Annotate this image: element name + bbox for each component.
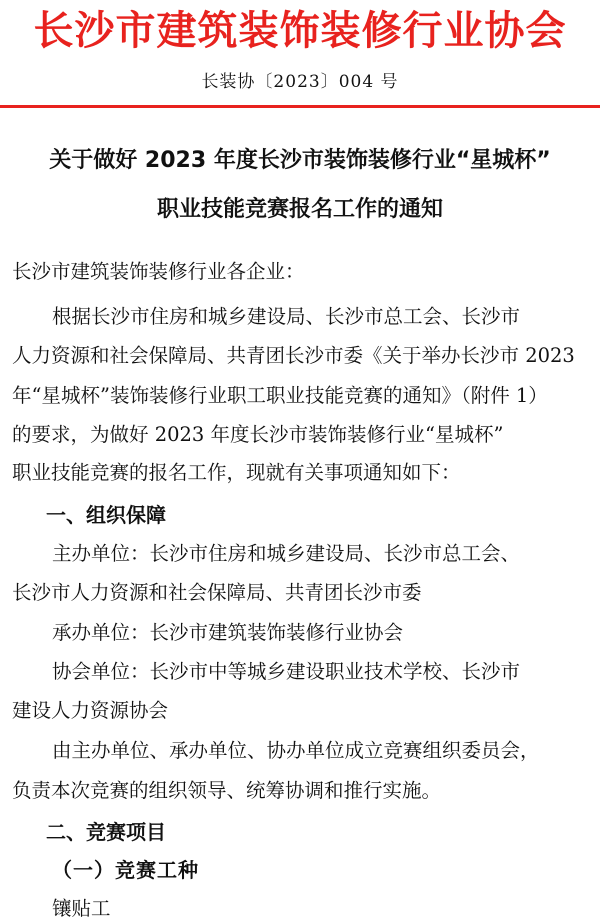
org-title: 长沙市建筑装饰装修行业协会 [33, 7, 567, 54]
intro-line: 根据长沙市住房和城乡建设局、长沙市总工会、长沙市 [52, 305, 521, 328]
notice-title-line-1: 关于做好 2023 年度长沙市装饰装修行业“星城杯” [49, 148, 551, 173]
host-units-line: 主办单位：长沙市住房和城乡建设局、长沙市总工会、 [52, 542, 521, 565]
intro-line: 职业技能竞赛的报名工作，现就有关事项通知如下： [12, 461, 461, 484]
association-units-line: 建设人力资源协会 [12, 699, 169, 722]
host-units-line: 长沙市人力资源和社会保障局、共青团长沙市委 [12, 581, 422, 604]
section-heading-organization: 一、组织保障 [46, 503, 166, 527]
committee-line: 由主办单位、承办单位、协办单位成立竞赛组织委员会， [52, 739, 540, 762]
salutation: 长沙市建筑装饰装修行业各企业： [12, 260, 305, 283]
notice-title-line-2: 职业技能竞赛报名工作的通知 [156, 197, 443, 222]
section-heading-competition-items: 二、竞赛项目 [46, 820, 166, 844]
red-header-rule [0, 105, 600, 108]
committee-line: 负责本次竞赛的组织领导、统筹协调和推行实施。 [12, 779, 442, 802]
intro-line: 人力资源和社会保障局、共青团长沙市委《关于举办长沙市 2023 [12, 344, 575, 367]
intro-line: 年“星城杯”装饰装修行业职工职业技能竞赛的通知》（附件 1） [12, 384, 548, 407]
document-number: 长装协〔2023〕004 号 [201, 72, 399, 92]
organizer-unit: 承办单位：长沙市建筑装饰装修行业协会 [52, 621, 404, 644]
trade-item: 镶贴工 [52, 897, 111, 920]
intro-line: 的要求，为做好 2023 年度长沙市装饰装修行业“星城杯” [12, 423, 504, 446]
association-units-line: 协会单位：长沙市中等城乡建设职业技术学校、长沙市 [52, 660, 521, 683]
subheading-competition-trades: （一）竞赛工种 [52, 858, 199, 882]
